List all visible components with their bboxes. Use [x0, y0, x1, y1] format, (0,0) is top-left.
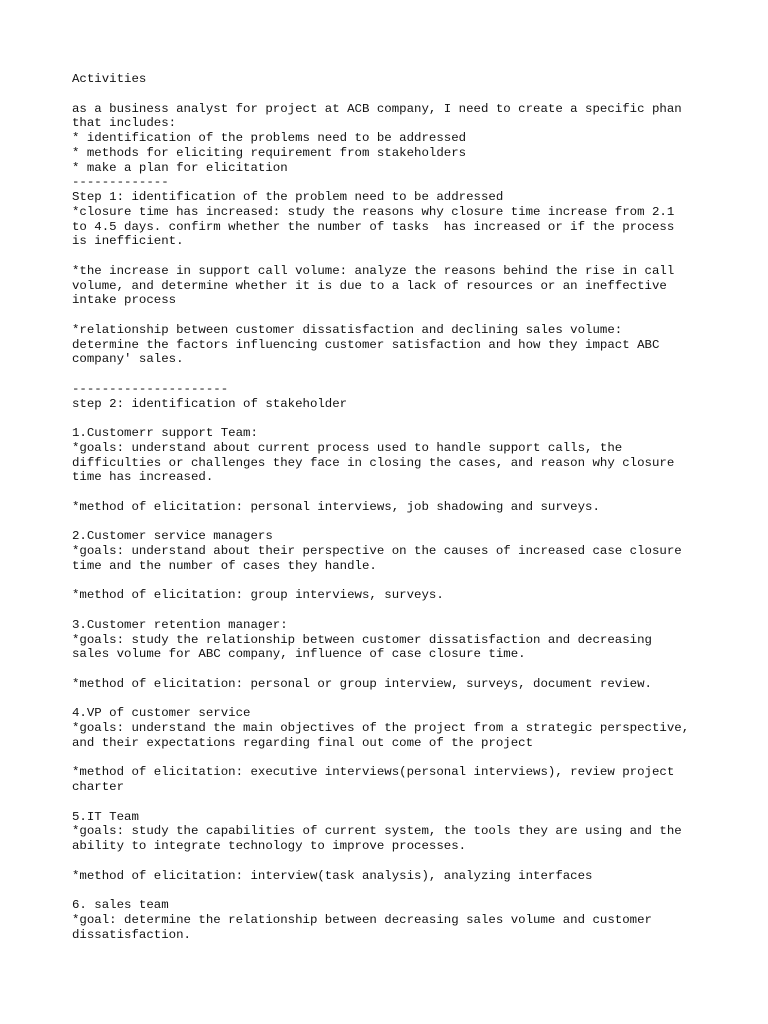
blank-line: [72, 515, 732, 530]
text-line: * methods for eliciting requirement from stakeholders: [72, 145, 467, 160]
blank-line: [72, 485, 732, 500]
text-line: difficulties or challenges they face in closing the cases, and reason why closure: [72, 455, 675, 470]
blank-line: [72, 795, 732, 810]
text-line: volume, and determine whether it is due to a lack of resources or an ineffective: [72, 278, 667, 293]
text-line: 3.Customer retention manager:: [72, 617, 288, 632]
text-line: 1.Customerr support Team:: [72, 426, 258, 440]
text-line: *method of elicitation: executive interviews(personal interviews), review project: [72, 765, 675, 780]
text-line: *relationship between customer dissatisfaction and declining sales volume:: [72, 322, 623, 337]
blank-line: [72, 249, 732, 264]
blank-line: [72, 854, 732, 869]
text-line: Step 1: identification of the problem need to be addressed: [72, 190, 504, 204]
text-line: time and the number of cases they handle.: [72, 558, 377, 573]
text-line: 5.IT Team: [72, 809, 139, 824]
text-line: *closure time has increased: study the reasons why closure time increase from 2.1: [72, 204, 675, 219]
text-line: company' sales.: [72, 352, 184, 367]
text-line: dissatisfaction.: [72, 927, 191, 942]
text-line: as a business analyst for project at ACB company, I need to create a specific phan: [72, 101, 682, 116]
text-line: sales volume for ABC company, influence of case closure time.: [72, 647, 526, 662]
blank-line: [72, 662, 732, 677]
text-line: Activities: [72, 72, 147, 86]
text-line: *goal: determine the relationship between decreasing sales volume and customer: [72, 912, 652, 927]
blank-line: [72, 692, 732, 707]
text-line: *method of elicitation: group interviews, surveys.: [72, 588, 444, 603]
text-line: that includes:: [72, 116, 177, 131]
text-line: *goals: understand about their perspective on the causes of increased case closure: [72, 544, 682, 558]
blank-line: [72, 308, 732, 323]
blank-line: [72, 87, 732, 102]
text-line: 6. sales team: [72, 898, 169, 912]
text-line: time has increased.: [72, 470, 214, 485]
blank-line: [72, 574, 732, 589]
text-line: 4.VP of customer service: [72, 706, 251, 721]
document-page: [72, 72, 732, 942]
text-line: determine the factors influencing customer satisfaction and how they impact ABC: [72, 337, 660, 352]
text-line: *method of elicitation: personal or group interview, surveys, document review.: [72, 676, 652, 691]
blank-line: [72, 411, 732, 426]
text-line: intake process: [72, 293, 177, 308]
text-line: *method of elicitation: personal interviews, job shadowing and surveys.: [72, 499, 600, 514]
text-line: * make a plan for elicitation: [72, 160, 288, 175]
text-line: *the increase in support call volume: analyze the reasons behind the rise in call: [72, 263, 675, 278]
text-line: is inefficient.: [72, 234, 184, 249]
text-line: * identification of the problems need to be addressed: [72, 131, 467, 145]
text-line: *goals: understand about current process used to handle support calls, the: [72, 440, 623, 455]
text-line: ability to integrate technology to improve processes.: [72, 839, 467, 853]
text-line: -------------: [72, 175, 169, 190]
text-line: *goals: understand the main objectives of the project from a strategic perspective,: [72, 721, 690, 735]
text-line: charter: [72, 780, 125, 794]
text-line: 2.Customer service managers: [72, 529, 273, 544]
text-line: and their expectations regarding final out come of the project: [72, 735, 534, 750]
blank-line: [72, 603, 732, 618]
blank-line: [72, 883, 732, 898]
text-line: ---------------------: [72, 381, 229, 396]
text-line: *goals: study the capabilities of current system, the tools they are using and the: [72, 824, 682, 839]
blank-line: [72, 367, 732, 382]
blank-line: [72, 751, 732, 766]
text-line: to 4.5 days. confirm whether the number of tasks has increased or if the process: [72, 219, 675, 234]
text-line: step 2: identification of stakeholder: [72, 396, 348, 411]
text-line: *goals: study the relationship between customer dissatisfaction and decreasing: [72, 632, 652, 647]
text-line: *method of elicitation: interview(task analysis), analyzing interfaces: [72, 868, 593, 883]
